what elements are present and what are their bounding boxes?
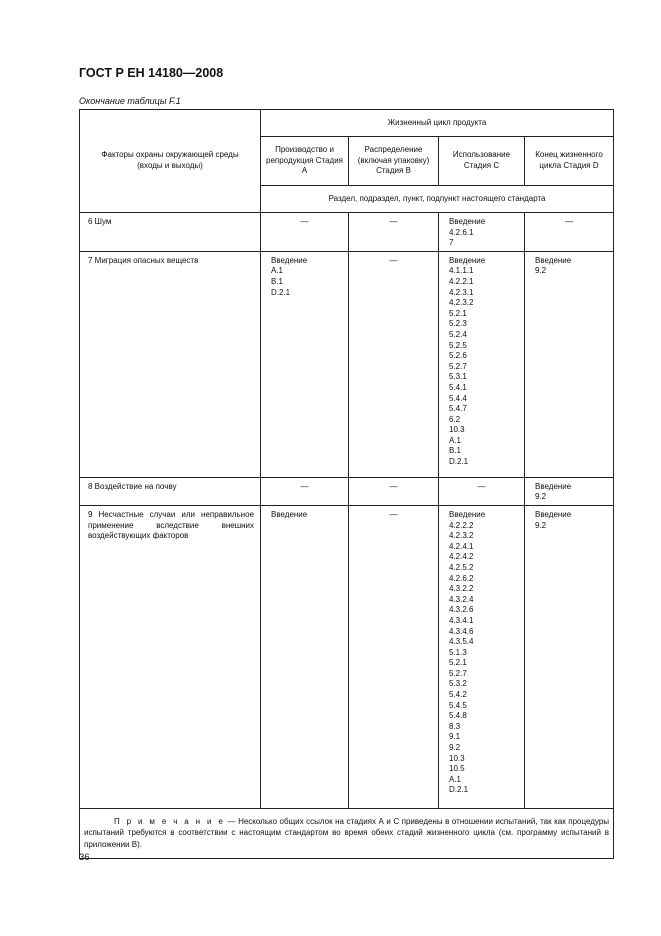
section-ref: 5.4.2 [449,690,467,700]
section-ref: 5.4.7 [449,404,467,414]
section-ref: 4.2.3.2 [449,298,474,308]
section-ref: 5.4.1 [449,382,467,392]
table-row [80,505,614,808]
section-ref: 9.2 [449,743,461,753]
header-factors: Факторы охраны окружающей среды (входы и выходы) [80,110,261,213]
page-number: 36 [79,852,90,863]
section-ref: 5.2.1 [449,308,467,318]
stage-a-dash: — [261,213,349,252]
section-ref: А.1 [449,774,462,784]
section-ref: 10.3 [449,425,465,435]
section-ref: D.2.1 [449,457,469,467]
stage-a-cell [261,505,349,808]
section-ref: 5.3.2 [449,679,467,689]
stage-a-dash: — [261,477,349,505]
section-ref: 8.3 [449,721,461,731]
section-ref: 4.3.5.4 [449,637,474,647]
document-header: ГОСТ Р ЕН 14180—2008 [79,66,224,80]
section-ref: 9.2 [535,520,547,530]
stage-b-dash: — [349,477,439,505]
note-text: — Несколько общих ссылок на стадиях А и С приведены в отношении испытаний, так как процедуры испытаний требуются в соответствии с настоящим стандартом во время обеих стадий жизненного цикла (см. программу испытаний в приложении В). [84,816,610,849]
stage-b-dash: — [349,213,439,252]
section-ref: Введение [449,217,486,226]
section-ref: 4.1.1.1 [449,266,474,276]
section-ref: 9.2 [535,492,547,502]
stage-d-cell [525,505,614,808]
section-ref: 4.2.3.1 [449,287,474,297]
note-label: П р и м е ч а н и е [114,816,226,826]
section-ref: 4.2.3.2 [449,531,474,541]
section-ref: 4.3.2.2 [449,584,474,594]
header-stage-a: Производство и репродукция Стадия А [261,137,349,186]
section-ref: 5.2.7 [449,361,467,371]
stage-c-cell [439,505,525,808]
section-ref: Введение [535,255,572,265]
table-row [80,477,614,505]
stage-b-dash: — [349,251,439,477]
section-ref: 4.3.2.6 [449,605,474,615]
section-ref: Введение [449,255,486,265]
section-ref: 4.2.4.2 [449,552,474,562]
section-ref: 5.3.1 [449,372,467,382]
stage-d-cell [525,477,614,505]
section-ref: 4.3.4.1 [449,615,474,625]
header-sections: Раздел, подраздел, пункт, подпункт настоящего стандарта [261,186,614,213]
section-ref: А.1 [449,435,462,445]
stage-c-cell [439,213,525,252]
section-ref: 4.3.2.4 [449,594,474,604]
section-ref: 4.2.2.1 [449,276,474,286]
header-stage-d: Конец жизненного цикла Стадия D [525,137,614,186]
section-ref: Введение [535,481,572,491]
factor-cell: 7 Миграция опасных веществ [80,251,261,477]
section-ref: А.1 [271,266,284,276]
section-ref: 4.2.4.1 [449,541,474,551]
section-ref: 5.4.4 [449,393,467,403]
section-ref: 7 [449,238,454,248]
section-ref: 5.2.4 [449,329,467,339]
section-ref: Введение [449,509,486,519]
section-ref: 5.2.3 [449,319,467,329]
section-ref: 5.1.3 [449,647,467,657]
factor-cell: 6 Шум [80,213,261,252]
factor-cell: 9 Несчастные случаи или неправильное применение вследствие внешних воздействующих факторов [80,505,261,808]
section-ref: 5.2.1 [449,658,467,668]
section-ref: В.1 [449,446,462,456]
header-lifecycle: Жизненный цикл продукта [261,110,614,137]
environmental-factors-table [79,109,614,859]
stage-d-cell [525,251,614,477]
section-ref: 9.1 [449,732,461,742]
section-ref: 6.2 [449,414,461,424]
stage-c-cell [439,251,525,477]
section-ref: 5.2.7 [449,668,467,678]
section-ref: 4.2.6.1 [449,227,474,237]
section-ref: 4.3.4.6 [449,626,474,636]
section-ref: D.2.1 [449,785,469,795]
section-ref: 4.2.5.2 [449,562,474,572]
section-ref: 4.2.6.2 [449,573,474,583]
table-row [80,213,614,252]
section-ref: Введение [535,509,572,519]
stage-b-dash: — [349,505,439,808]
section-ref: 10.3 [449,753,465,763]
section-ref: 5.4.8 [449,711,467,721]
section-ref: 5.4.5 [449,700,467,710]
section-ref: Введение [271,255,308,265]
header-stage-c: Использование Стадия С [439,137,525,186]
section-ref: 5.2.5 [449,340,467,350]
section-ref: D.2.1 [271,287,291,297]
section-ref: Введение [271,509,308,519]
section-ref: 5.2.6 [449,351,467,361]
section-ref: В.1 [271,276,284,286]
stage-a-cell [261,251,349,477]
factor-cell: 8 Воздействие на почву [80,477,261,505]
table-row [80,251,614,477]
stage-c-dash: — [439,477,525,505]
header-stage-b: Распределение (включая упаковку) Стадия В [349,137,439,186]
table-caption: Окончание таблицы F.1 [79,96,181,106]
section-ref: 9.2 [535,266,547,276]
section-ref: 4.2.2.2 [449,520,474,530]
section-ref: 10.5 [449,764,465,774]
stage-d-dash: — [525,213,614,252]
table-note [80,808,614,859]
